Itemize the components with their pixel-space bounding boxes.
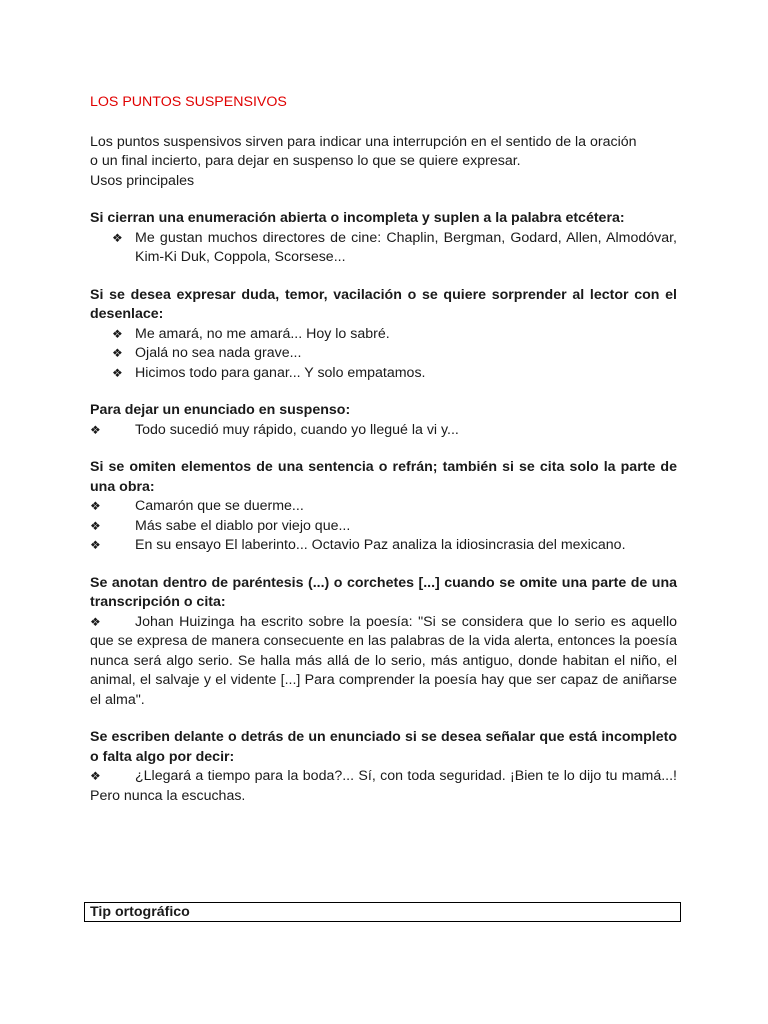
section-heading: Si cierran una enumeración abierta o incompleta y suplen a la palabra etcétera: — [90, 210, 625, 226]
list-item-text: ¿Llegará a tiempo para la boda?... Sí, con toda seguridad. ¡Bien te lo dijo tu mamá...! Pero nunca la escuchas. — [90, 768, 677, 804]
list-item-text: Ojalá no sea nada grave... — [135, 345, 302, 361]
section-heading: Se anotan dentro de paréntesis (...) o corchetes [...] cuando se omite una parte de una transcripción o cita: — [90, 574, 677, 610]
bullet-list — [90, 421, 677, 441]
bullet-list — [90, 613, 677, 711]
section-heading: Si se desea expresar duda, temor, vacilación o se quiere sorprender al lector con el desenlace: — [90, 286, 677, 322]
list-item — [90, 497, 677, 517]
section-incompleto — [90, 728, 677, 806]
diamond-bullet-icon: ❖ — [90, 518, 101, 533]
list-item — [90, 517, 677, 537]
list-item-text: Más sabe el diablo por viejo que... — [135, 517, 351, 534]
section-heading: Se escriben delante o detrás de un enunciado si se desea señalar que está incompleto o falta algo por decir: — [90, 729, 677, 765]
list-item — [90, 364, 677, 384]
list-item — [90, 344, 677, 364]
list-item-text: Camarón que se duerme... — [135, 498, 304, 514]
bullet-list — [90, 325, 677, 384]
list-item-text: Johan Huizinga ha escrito sobre la poesía: "Si se considera que lo serio es aquello que se expresa de manera consecuente en las palabras de la vida alerta, entonces la poesía nunca será algo serio. Se halla más allá de lo serio, más antiguo, donde habitan el niño, el animal, el salvaje y el vidente [...] Para comprender la poesía hay que ser capaz de aniñarse el alma". — [90, 613, 677, 708]
usos-principales-label: Usos principales — [90, 172, 195, 189]
diamond-bullet-icon: ❖ — [90, 422, 101, 437]
diamond-bullet-icon: ❖ — [112, 326, 123, 341]
list-item — [90, 613, 677, 711]
section-refran — [90, 458, 677, 556]
bullet-list — [90, 767, 677, 806]
intro-line: Los puntos suspensivos sirven para indicar una interrupción en el sentido de la oración — [90, 133, 637, 150]
intro-paragraph — [90, 133, 677, 192]
list-item-text: Me gustan muchos directores de cine: Chaplin, Bergman, Godard, Allen, Almodóvar, Kim-Ki Duk, Coppola, Scorsese... — [135, 229, 677, 265]
list-item-text: En su ensayo El laberinto... Octavio Paz analiza la idiosincrasia del mexicano. — [135, 537, 626, 553]
document-title: LOS PUNTOS SUSPENSIVOS — [90, 94, 287, 110]
section-heading: Si se omiten elementos de una sentencia o refrán; también si se cita solo la parte de una obra: — [90, 459, 677, 495]
diamond-bullet-icon: ❖ — [90, 769, 101, 783]
diamond-bullet-icon: ❖ — [90, 614, 101, 629]
list-item-text: Todo sucedió muy rápido, cuando yo llegué la vi y... — [135, 421, 459, 438]
list-item — [90, 421, 677, 441]
section-duda — [90, 286, 677, 384]
list-item-text: Hicimos todo para ganar... Y solo empatamos. — [135, 364, 426, 381]
list-item-text: Me amará, no me amará... Hoy lo sabré. — [135, 325, 390, 342]
diamond-bullet-icon: ❖ — [112, 346, 123, 360]
bullet-list — [90, 229, 677, 268]
bullet-list — [90, 497, 677, 556]
list-item — [90, 767, 677, 806]
intro-line: o un final incierto, para dejar en suspenso lo que se quiere expresar. — [90, 153, 521, 169]
section-parentesis — [90, 574, 677, 711]
list-item — [90, 536, 677, 556]
section-heading: Para dejar un enunciado en suspenso: — [90, 402, 351, 418]
section-suspenso — [90, 401, 677, 440]
document-body — [90, 93, 677, 806]
list-item — [90, 229, 677, 268]
diamond-bullet-icon: ❖ — [90, 538, 101, 552]
list-item — [90, 325, 677, 345]
tip-label: Tip ortográfico — [90, 904, 190, 920]
section-enumeracion — [90, 209, 677, 268]
diamond-bullet-icon: ❖ — [112, 230, 123, 245]
tip-box — [84, 902, 681, 922]
diamond-bullet-icon: ❖ — [112, 365, 123, 380]
diamond-bullet-icon: ❖ — [90, 499, 101, 513]
